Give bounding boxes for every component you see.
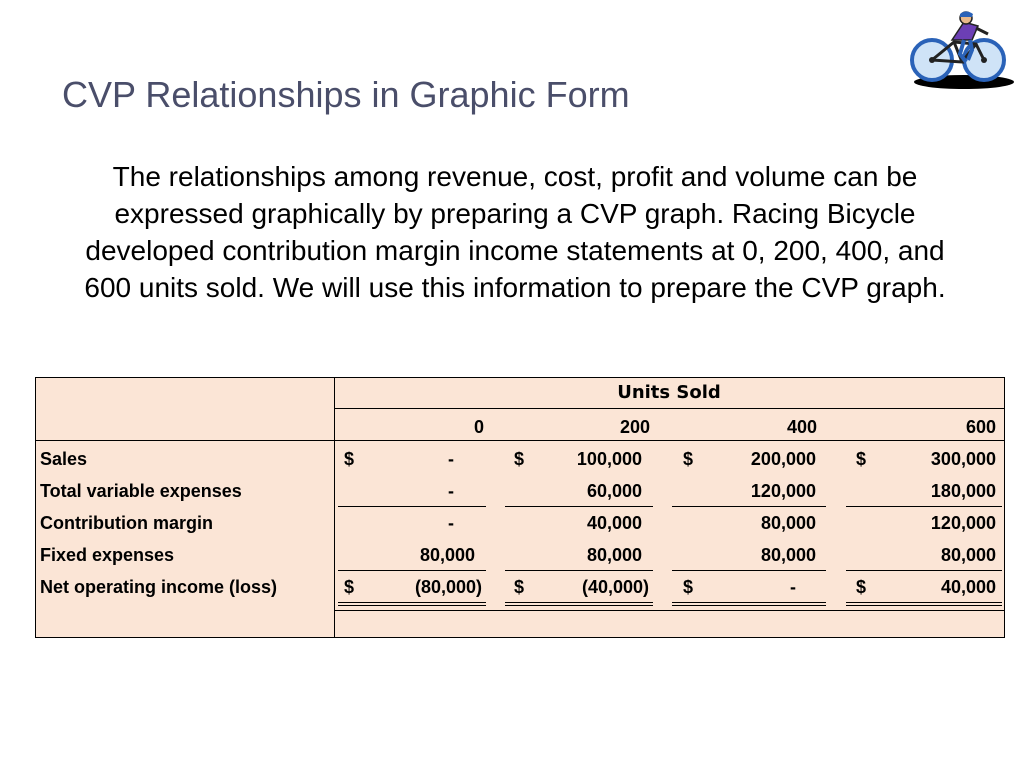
table-row-fixed-expenses bbox=[36, 540, 1004, 572]
column-header-400: 400 bbox=[786, 417, 817, 437]
total-double-underline bbox=[846, 602, 1002, 606]
subtotal-underline bbox=[846, 570, 1002, 571]
value-cell: 80,000 bbox=[760, 545, 816, 565]
value-cell: 200,000 bbox=[750, 449, 816, 469]
value-cell: 300,000 bbox=[930, 449, 996, 469]
row-label: Sales bbox=[40, 449, 88, 469]
currency-cell: $ bbox=[683, 449, 694, 469]
subtotal-underline bbox=[672, 506, 826, 507]
slide-title: CVP Relationships in Graphic Form bbox=[62, 74, 630, 115]
value-cell: - bbox=[448, 449, 454, 469]
table-row-sales bbox=[36, 444, 1004, 476]
value-cell: 120,000 bbox=[750, 481, 816, 501]
value-cell: 40,000 bbox=[940, 577, 996, 597]
currency-cell: $ bbox=[856, 449, 867, 469]
value-cell: 80,000 bbox=[586, 545, 642, 565]
subtotal-underline bbox=[338, 506, 486, 507]
value-cell: 120,000 bbox=[930, 513, 996, 533]
subtotal-underline bbox=[846, 506, 1002, 507]
column-header-600: 600 bbox=[965, 417, 996, 437]
currency-cell: $ bbox=[683, 577, 694, 597]
subtotal-underline bbox=[505, 570, 653, 571]
column-header-200: 200 bbox=[619, 417, 650, 437]
value-cell: 40,000 bbox=[586, 513, 642, 533]
value-cell: (40,000) bbox=[581, 577, 649, 597]
header-divider bbox=[36, 440, 1004, 441]
table-row-total-variable-expenses bbox=[36, 476, 1004, 508]
units-sold-header: Units Sold bbox=[617, 382, 721, 403]
cvp-income-table bbox=[35, 377, 1005, 638]
total-double-underline bbox=[505, 602, 653, 606]
value-cell: 60,000 bbox=[586, 481, 642, 501]
total-double-underline bbox=[672, 602, 826, 606]
row-label: Net operating income (loss) bbox=[40, 577, 278, 597]
value-cell: 80,000 bbox=[760, 513, 816, 533]
group-header-divider bbox=[334, 408, 1004, 409]
value-cell: - bbox=[448, 481, 454, 501]
value-cell: - bbox=[790, 577, 796, 597]
currency-cell: $ bbox=[344, 449, 355, 469]
table-footer-divider bbox=[334, 610, 1004, 611]
value-cell: (80,000) bbox=[414, 577, 482, 597]
value-cell: - bbox=[448, 513, 454, 533]
currency-cell: $ bbox=[344, 577, 355, 597]
subtotal-underline bbox=[505, 506, 653, 507]
value-cell: 80,000 bbox=[940, 545, 996, 565]
currency-cell: $ bbox=[514, 577, 525, 597]
value-cell: 180,000 bbox=[930, 481, 996, 501]
table-row-net-operating-income bbox=[36, 572, 1004, 604]
slide-body-text: The relationships among revenue, cost, profit and volume can be expressed graphically by preparing a CVP graph. Racing Bicycle developed contribution margin income statements at 0, 200, 400, and 600 units sold. We will use this information to prepare the CVP graph. bbox=[84, 161, 946, 303]
table-row-contribution-margin bbox=[36, 508, 1004, 540]
column-header-0: 0 bbox=[473, 417, 484, 437]
subtotal-underline bbox=[672, 570, 826, 571]
value-cell: 100,000 bbox=[576, 449, 642, 469]
row-label: Total variable expenses bbox=[40, 481, 242, 501]
currency-cell: $ bbox=[856, 577, 867, 597]
row-label: Fixed expenses bbox=[40, 545, 175, 565]
value-cell: 80,000 bbox=[419, 545, 475, 565]
subtotal-underline bbox=[338, 570, 486, 571]
row-label: Contribution margin bbox=[40, 513, 213, 533]
cyclist-icon bbox=[906, 10, 1018, 94]
currency-cell: $ bbox=[514, 449, 525, 469]
total-double-underline bbox=[338, 602, 486, 606]
